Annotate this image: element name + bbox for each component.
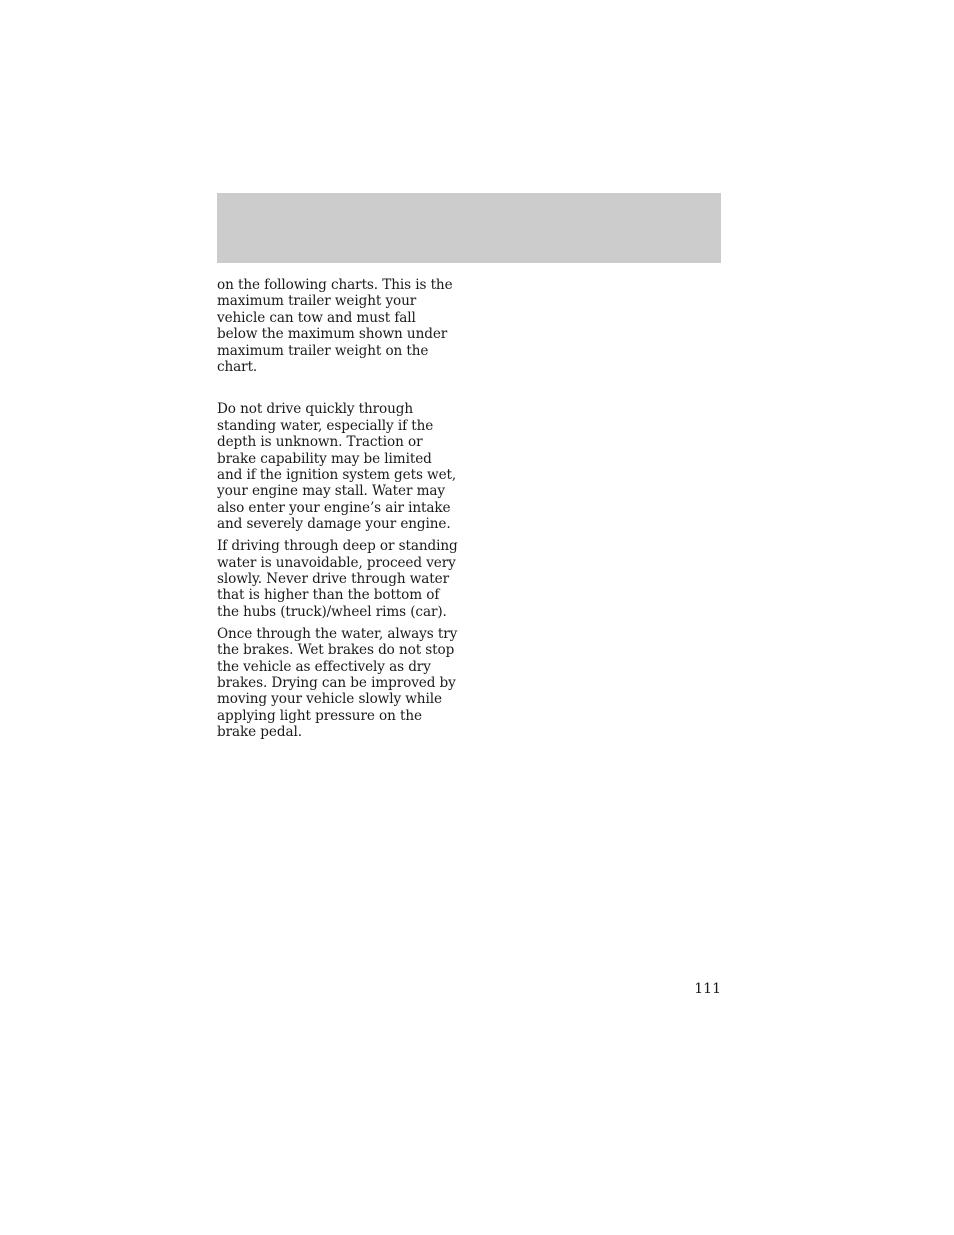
text-column bbox=[217, 277, 467, 741]
page-number: 111 bbox=[694, 981, 721, 997]
section-header-band bbox=[217, 193, 721, 263]
paragraph-wet-brakes: Once through the water, always try the brakes. Wet brakes do not stop the vehicle as effectively as dry brakes. Drying can be improved by moving your vehicle slowly while applying light pressure on the brake pedal. bbox=[217, 625, 458, 741]
paragraph-deep-water: If driving through deep or standing water is unavoidable, proceed very slowly. Never drive through water that is higher than the bottom of the hubs (truck)/wheel rims (car). bbox=[217, 538, 458, 620]
paragraph-trailer-weight: on the following charts. This is the maximum trailer weight your vehicle can tow and must fall below the maximum shown under maximum trailer weight on the chart. bbox=[217, 277, 453, 376]
paragraph-standing-water: Do not drive quickly through standing water, especially if the depth is unknown. Traction or brake capability may be limited and if the ignition system gets wet, your engine may stall. Water may also enter your engine’s air intake and severely damage your engine. bbox=[217, 401, 457, 533]
